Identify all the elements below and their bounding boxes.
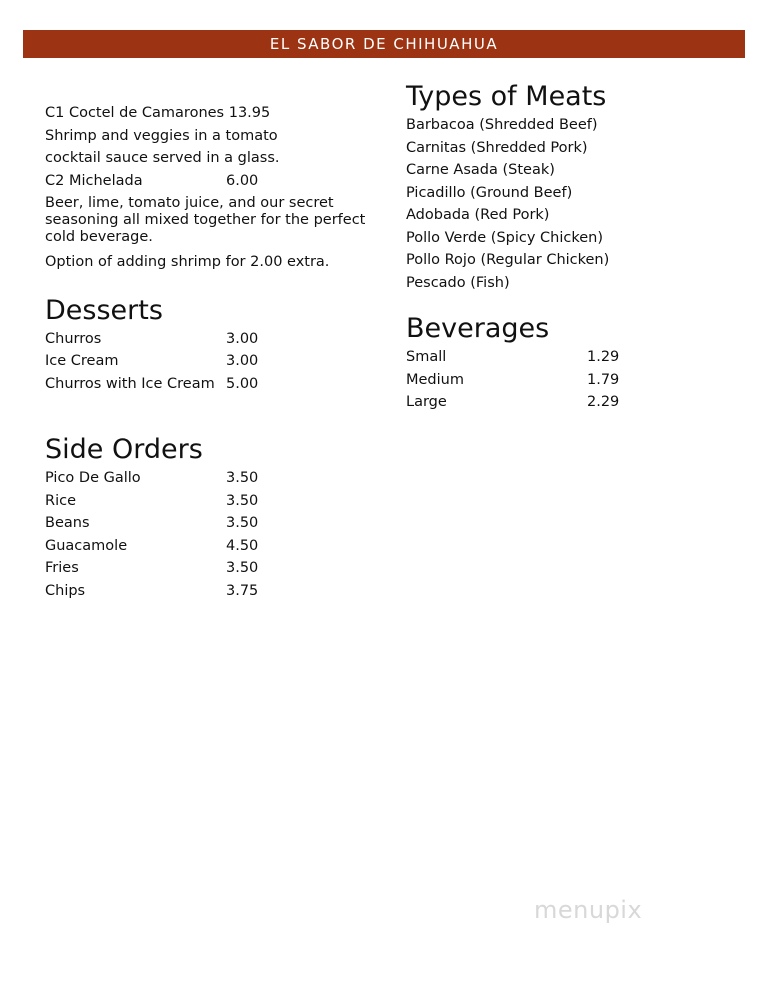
side-order-item bbox=[45, 467, 375, 490]
beverage-price: 1.79 bbox=[587, 371, 620, 388]
beverage-price: 1.29 bbox=[587, 349, 620, 365]
dessert-item bbox=[45, 350, 375, 373]
menu-banner bbox=[23, 30, 745, 58]
beverage-size: Large bbox=[406, 394, 447, 410]
meat-item: Adobada (Red Pork) bbox=[406, 207, 550, 223]
side-order-price: 3.50 bbox=[226, 470, 259, 486]
desserts-heading: Desserts bbox=[45, 294, 163, 326]
meat-item: Picadillo (Ground Beef) bbox=[406, 184, 573, 201]
left-column bbox=[45, 102, 375, 602]
dessert-item bbox=[45, 328, 375, 351]
beverage-item bbox=[406, 391, 746, 414]
side-orders-section bbox=[45, 433, 375, 602]
meats-heading: Types of Meats bbox=[406, 81, 607, 112]
beverages-heading: Beverages bbox=[406, 313, 550, 344]
side-order-name: Beans bbox=[45, 515, 90, 531]
c2-option: Option of adding shrimp for 2.00 extra. bbox=[45, 254, 330, 270]
meat-item: Pescado (Fish) bbox=[406, 274, 510, 291]
side-order-item bbox=[45, 557, 375, 580]
c1-description-1: Shrimp and veggies in a tomato bbox=[45, 127, 278, 144]
side-order-name: Pico De Gallo bbox=[45, 470, 141, 486]
appetizer-section bbox=[45, 102, 375, 274]
meat-item: Carne Asada (Steak) bbox=[406, 162, 555, 178]
dessert-item bbox=[45, 373, 375, 396]
meat-item: Carnitas (Shredded Pork) bbox=[406, 139, 588, 156]
dessert-price: 5.00 bbox=[226, 375, 259, 392]
dessert-name: Ice Cream bbox=[45, 353, 119, 369]
side-order-price: 3.75 bbox=[226, 582, 259, 599]
dessert-name: Churros with Ice Cream bbox=[45, 375, 215, 392]
side-order-price: 3.50 bbox=[226, 515, 259, 531]
meat-item: Pollo Rojo (Regular Chicken) bbox=[406, 252, 610, 268]
side-order-name: Chips bbox=[45, 582, 86, 599]
beverages-section bbox=[406, 312, 746, 414]
beverage-price: 2.29 bbox=[587, 394, 620, 410]
dessert-name: Churros bbox=[45, 330, 102, 347]
dessert-price: 3.00 bbox=[226, 353, 259, 369]
restaurant-name: EL SABOR DE CHIHUAHUA bbox=[269, 35, 499, 53]
meat-item: Pollo Verde (Spicy Chicken) bbox=[406, 229, 604, 246]
beverage-size: Medium bbox=[406, 371, 464, 388]
c2-item bbox=[45, 170, 375, 193]
side-order-name: Guacamole bbox=[45, 537, 128, 554]
meat-item: Barbacoa (Shredded Beef) bbox=[406, 117, 598, 133]
c2-description: Beer, lime, tomato juice, and our secret seasoning all mixed together for the perfect cold beverage. bbox=[45, 195, 366, 245]
beverage-size: Small bbox=[406, 349, 447, 365]
beverage-item bbox=[406, 369, 746, 392]
side-order-price: 4.50 bbox=[226, 537, 259, 554]
side-order-item bbox=[45, 535, 375, 558]
side-order-price: 3.50 bbox=[226, 492, 259, 509]
c1-item: C1 Coctel de Camarones 13.95 bbox=[45, 105, 271, 121]
side-orders-heading: Side Orders bbox=[45, 434, 203, 465]
meats-section bbox=[406, 80, 746, 294]
side-order-item bbox=[45, 580, 375, 603]
desserts-section bbox=[45, 294, 375, 396]
c2-name: C2 Michelada bbox=[45, 172, 143, 189]
side-order-name: Fries bbox=[45, 560, 79, 576]
beverage-item bbox=[406, 346, 746, 369]
side-order-item bbox=[45, 512, 375, 535]
c2-price: 6.00 bbox=[226, 172, 259, 189]
watermark-logo: menupix bbox=[534, 896, 643, 924]
side-order-price: 3.50 bbox=[226, 560, 259, 576]
side-order-name: Rice bbox=[45, 492, 76, 509]
right-column bbox=[406, 80, 746, 414]
dessert-price: 3.00 bbox=[226, 330, 259, 347]
c1-description-2: cocktail sauce served in a glass. bbox=[45, 150, 280, 166]
side-order-item bbox=[45, 490, 375, 513]
